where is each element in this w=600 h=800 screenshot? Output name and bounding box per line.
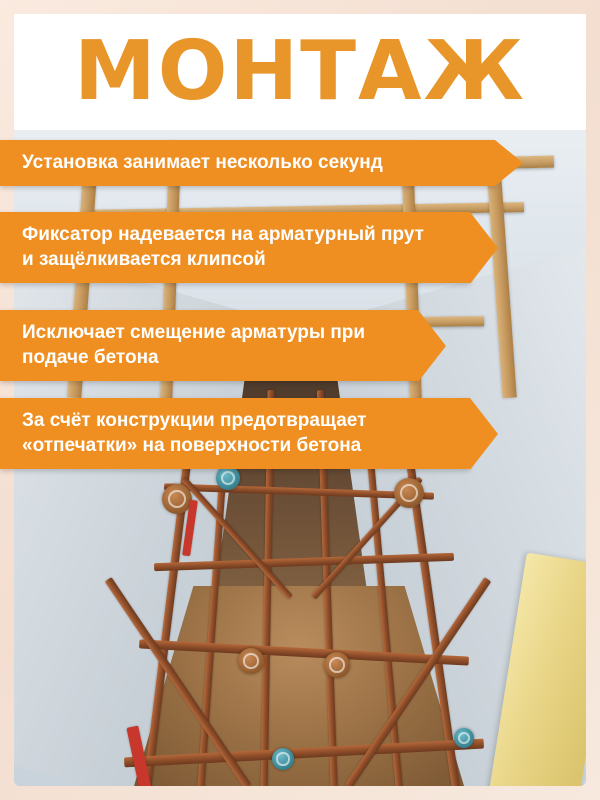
photo-clip-fixator-7 (324, 652, 350, 678)
bullet-bar-4: За счёт конструкции предотвращает «отпечатки» на поверхности бетона (0, 398, 470, 469)
photo-clip-fixator-6 (238, 648, 264, 674)
photo-clip-fixator-9 (454, 728, 474, 748)
title-band (14, 14, 586, 130)
bullet-bar-2: Фиксатор надевается на арматурный прут и защёлкивается клипсой (0, 212, 470, 283)
bullet-bar-1: Установка занимает несколько секунд (0, 140, 495, 186)
photo-clip-fixator-2 (216, 466, 240, 490)
bullet-bar-3: Исключает смещение арматуры при подаче бетона (0, 310, 418, 381)
page-title: МОНТАЖ (74, 24, 526, 119)
photo-clip-fixator-8 (272, 748, 294, 770)
photo-clip-fixator-3 (394, 478, 424, 508)
